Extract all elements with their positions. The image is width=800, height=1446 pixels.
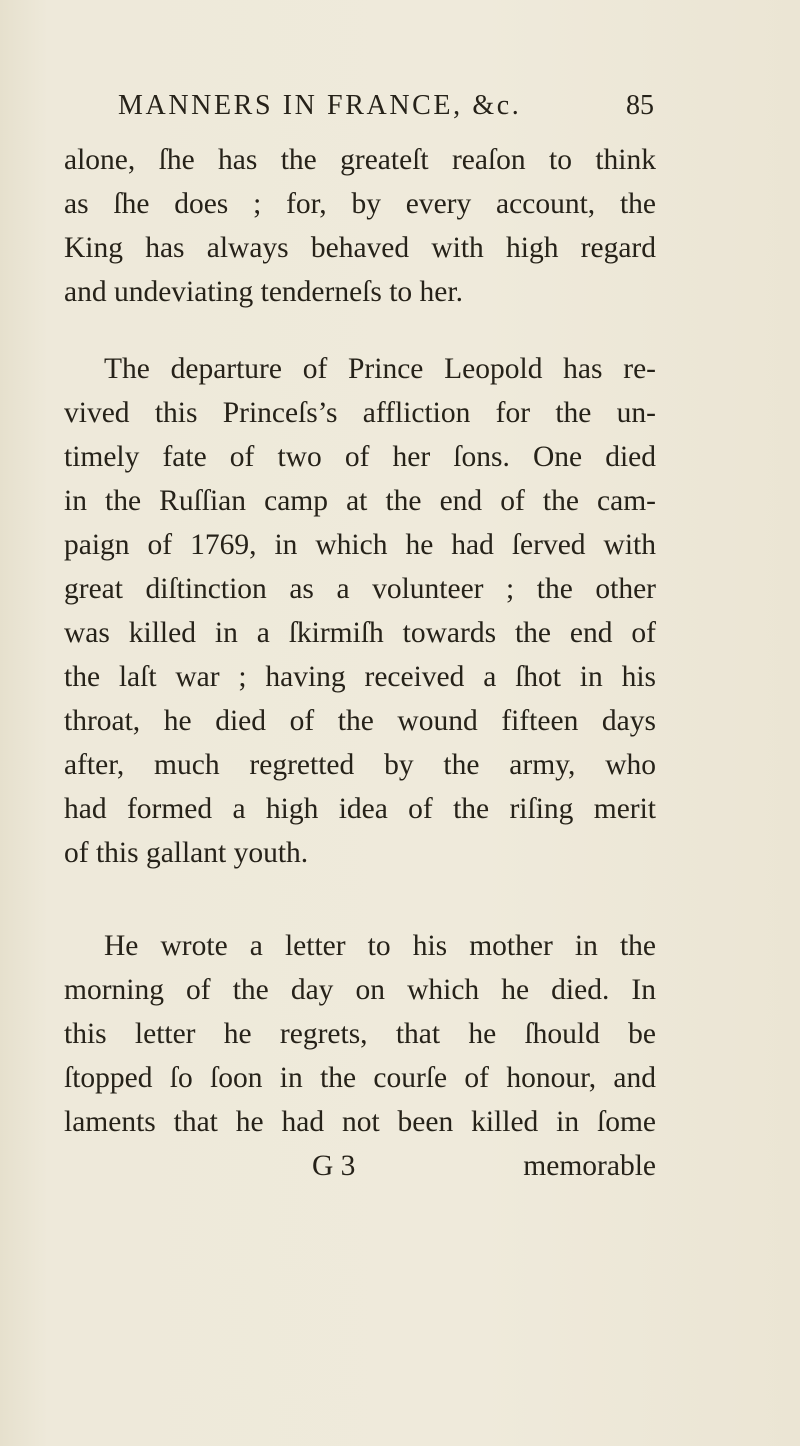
running-header	[118, 86, 654, 126]
text-line: ſtopped ſo ſoon in the courſe of honour, and	[64, 1062, 656, 1094]
text-line: had formed a high idea of the riſing merit	[64, 793, 656, 825]
text-line: was killed in a ſkirmiſh towards the end of	[64, 617, 656, 649]
text-line: the laſt war ; having received a ſhot in his	[64, 661, 656, 693]
text-line: as ſhe does ; for, by every account, the	[64, 188, 656, 220]
catchword: memorable	[523, 1150, 656, 1182]
text-line: paign of 1769, in which he had ſerved with	[64, 529, 656, 561]
text-line: vived this Princeſs’s affliction for the un-	[64, 397, 656, 429]
text-line: timely fate of two of her ſons. One died	[64, 441, 656, 473]
text-line: after, much regretted by the army, who	[64, 749, 656, 781]
text-line: laments that he had not been killed in ſome	[64, 1106, 656, 1138]
page-footer	[0, 1146, 800, 1186]
text-line: King has always behaved with high regard	[64, 232, 656, 264]
text-line: this letter he regrets, that he ſhould be	[64, 1018, 656, 1050]
page-number: 85	[626, 90, 654, 121]
text-line: The departure of Prince Leopold has re-	[104, 353, 656, 385]
text-line: throat, he died of the wound fifteen days	[64, 705, 656, 737]
text-line: He wrote a letter to his mother in the	[104, 930, 656, 962]
signature-mark: G 3	[312, 1150, 356, 1182]
text-line: in the Ruſſian camp at the end of the cam-	[64, 485, 656, 517]
text-line: of this gallant youth.	[64, 837, 309, 869]
text-line: alone, ſhe has the greateſt reaſon to think	[64, 144, 656, 176]
text-line: great diſtinction as a volunteer ; the other	[64, 573, 656, 605]
text-line: morning of the day on which he died. In	[64, 974, 656, 1006]
running-title: MANNERS IN FRANCE, &c.	[118, 90, 522, 121]
text-line: and undeviating tenderneſs to her.	[64, 276, 463, 308]
